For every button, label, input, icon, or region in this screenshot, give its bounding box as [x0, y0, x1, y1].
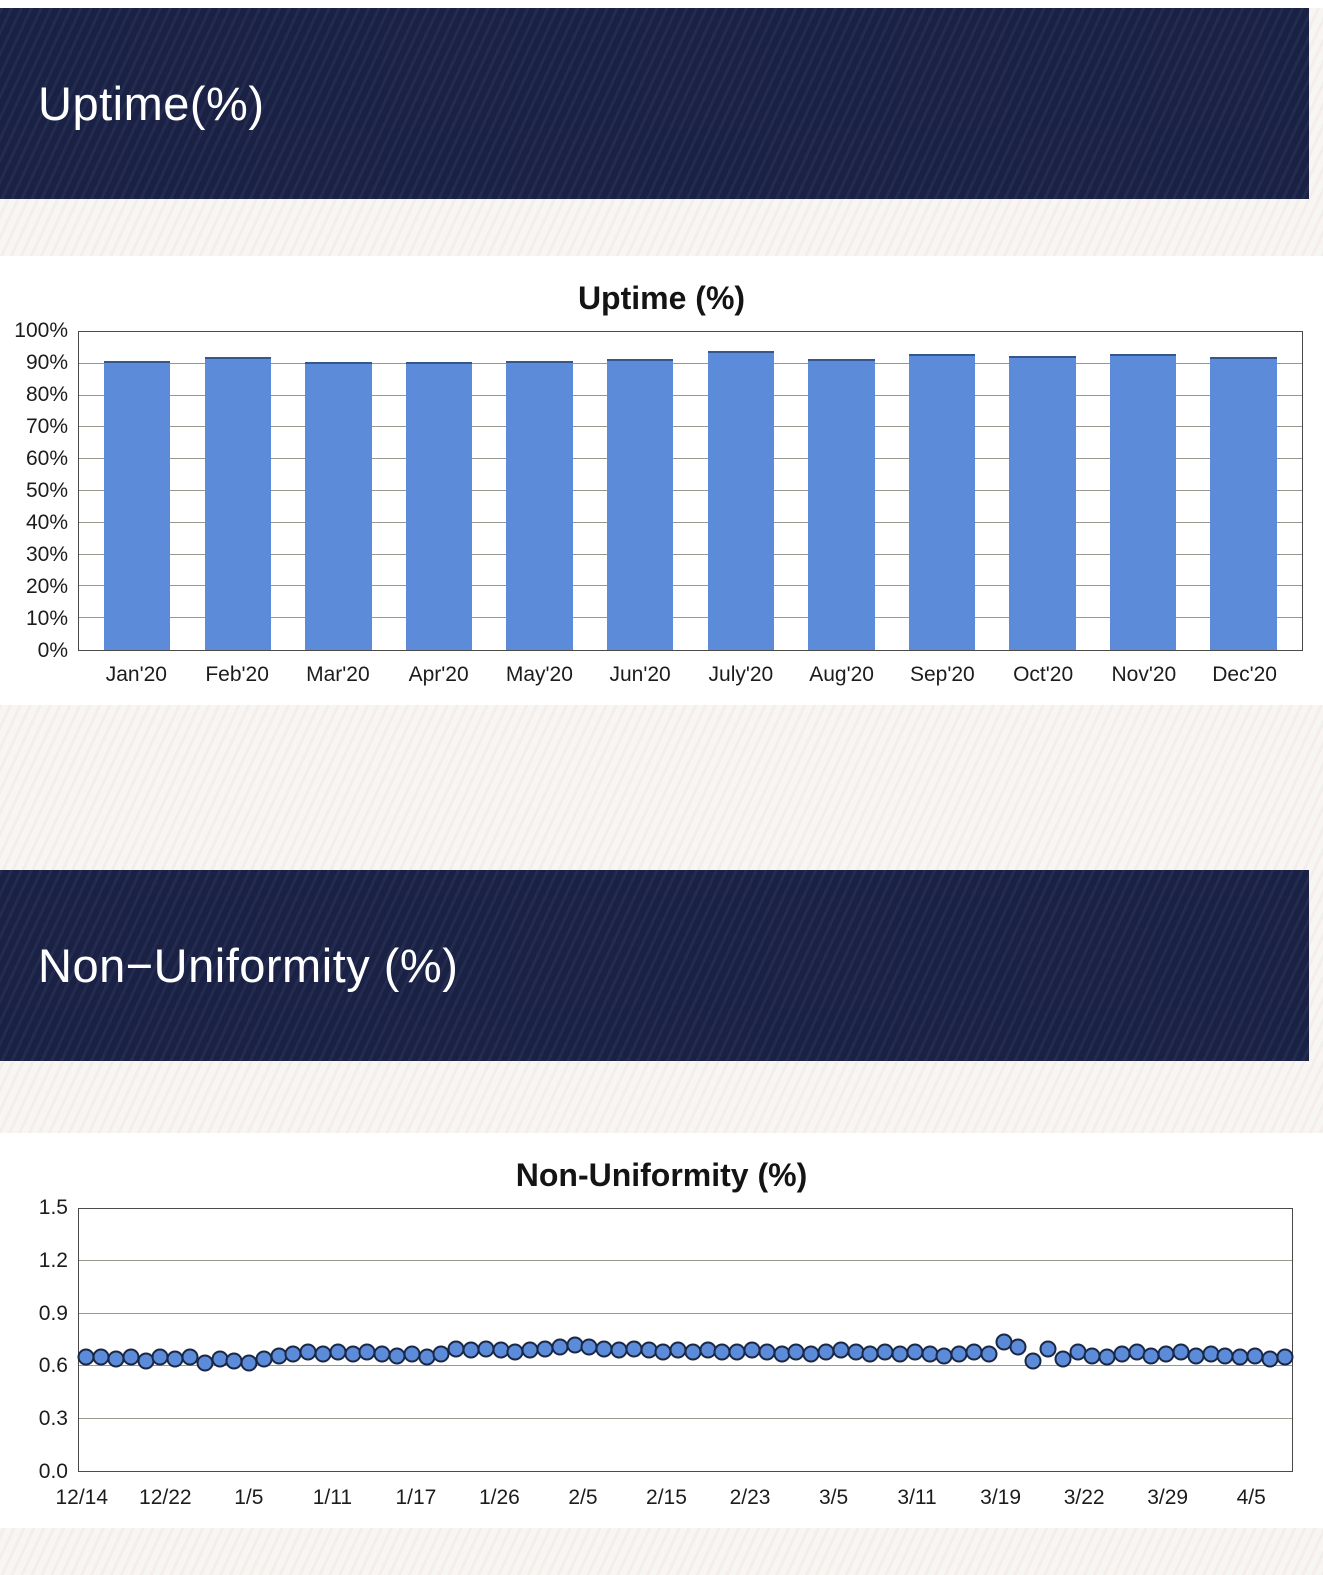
bar: [104, 361, 170, 650]
background-band: [0, 705, 1323, 870]
background-band: [0, 199, 1323, 256]
y-tick-label: 60%: [25, 447, 68, 470]
x-tick-label: 12/22: [139, 1486, 192, 1509]
non-uniformity-xaxis-spacer: [10, 1472, 40, 1510]
y-tick-label: 50%: [25, 479, 68, 502]
data-point: [1276, 1349, 1293, 1366]
y-tick-label: 0.9: [38, 1301, 68, 1325]
x-tick-label: 2/5: [568, 1486, 598, 1509]
x-tick-label: Oct'20: [1013, 663, 1074, 686]
bar: [1009, 356, 1075, 650]
x-tick-label: 12/14: [55, 1486, 109, 1509]
y-tick-label: 10%: [25, 607, 68, 630]
non-uniformity-banner-label: Non−Uniformity (%): [38, 939, 459, 992]
bar: [808, 359, 874, 650]
y-tick-label: 0.3: [38, 1407, 68, 1431]
x-tick-label: 3/19: [980, 1486, 1022, 1509]
uptime-plot: [78, 331, 1303, 651]
bar-slot: [87, 332, 188, 650]
uptime-banner: [0, 8, 1309, 199]
x-tick-label: Feb'20: [205, 663, 269, 686]
x-tick-label: 3/29: [1147, 1486, 1189, 1509]
bar-slot: [1093, 332, 1194, 650]
bar: [506, 361, 572, 650]
y-tick-label: 80%: [25, 383, 68, 406]
x-tick-label: 2/23: [729, 1486, 771, 1509]
y-tick-label: 1.5: [38, 1196, 68, 1219]
bar: [909, 354, 975, 650]
non-uniformity-xaxis: [40, 1486, 1293, 1510]
bar-slot: [690, 332, 791, 650]
bar-slot: [389, 332, 490, 650]
x-tick-label: Dec'20: [1212, 663, 1277, 686]
gridline: [79, 1260, 1292, 1261]
uptime-chart-panel: [0, 256, 1323, 705]
gridline: [79, 1313, 1292, 1314]
x-tick-label: Jun'20: [609, 663, 671, 686]
x-tick-label: May'20: [505, 663, 573, 686]
uptime-xaxis-row: [0, 651, 1323, 687]
bar: [305, 362, 371, 650]
x-tick-label: 4/5: [1236, 1486, 1266, 1509]
uptime-xaxis-spacer: [10, 651, 78, 687]
non-uniformity-chart-panel: [0, 1133, 1323, 1528]
x-tick-label: Sep'20: [910, 663, 975, 686]
x-tick-label: Apr'20: [408, 663, 469, 686]
y-tick-label: 0.6: [38, 1354, 68, 1378]
y-tick-label: 90%: [25, 351, 68, 374]
bar-slot: [992, 332, 1093, 650]
y-tick-label: 30%: [25, 543, 68, 566]
bar-slot: [791, 332, 892, 650]
data-point: [1010, 1339, 1027, 1356]
x-tick-label: Aug'20: [809, 663, 874, 686]
gridline: [79, 1418, 1292, 1419]
non-uniformity-chart: [0, 1196, 1323, 1483]
bar-slot: [590, 332, 691, 650]
bar: [1110, 354, 1176, 650]
uptime-banner-label: Uptime(%): [38, 77, 265, 130]
y-tick-label: 40%: [25, 511, 68, 534]
y-tick-label: 70%: [25, 415, 68, 438]
bar: [708, 351, 774, 650]
x-tick-label: 3/22: [1063, 1486, 1105, 1509]
bar-slot: [188, 332, 289, 650]
non-uniformity-plot: [78, 1208, 1293, 1472]
data-point: [1039, 1340, 1056, 1357]
x-tick-label: Mar'20: [306, 663, 370, 686]
bar: [406, 362, 472, 650]
x-tick-label: Nov'20: [1111, 663, 1177, 686]
non-uniformity-xaxis-row: [0, 1472, 1323, 1510]
data-point: [1025, 1352, 1042, 1369]
y-tick-label: 1.2: [38, 1248, 68, 1272]
uptime-xaxis: [78, 663, 1303, 687]
non-uniformity-yaxis: [10, 1196, 78, 1483]
x-tick-label: 3/5: [818, 1486, 849, 1509]
bar-slot: [1193, 332, 1294, 650]
bar-slot: [288, 332, 389, 650]
x-tick-label: July'20: [708, 663, 774, 686]
page-top-margin: [0, 0, 1323, 8]
bar-series: [79, 332, 1302, 650]
x-tick-label: 2/15: [646, 1486, 687, 1509]
bar-slot: [892, 332, 993, 650]
non-uniformity-chart-title: Non-Uniformity (%): [515, 1157, 808, 1193]
y-tick-label: 0.0: [38, 1460, 68, 1483]
x-tick-label: 1/5: [234, 1486, 264, 1509]
y-tick-label: 100%: [14, 319, 68, 342]
non-uniformity-banner: [0, 870, 1309, 1061]
uptime-yaxis: [10, 319, 78, 662]
x-tick-label: 1/17: [395, 1486, 437, 1509]
background-band: [0, 1061, 1323, 1133]
x-tick-label: Jan'20: [105, 663, 167, 686]
bar: [205, 357, 271, 650]
bar: [1210, 357, 1276, 650]
x-tick-label: 3/11: [897, 1486, 937, 1509]
bar-slot: [489, 332, 590, 650]
uptime-chart-title: Uptime (%): [577, 280, 746, 316]
x-tick-label: 1/11: [312, 1486, 353, 1509]
y-tick-label: 20%: [25, 575, 68, 598]
uptime-chart: [0, 319, 1323, 662]
bar: [607, 359, 673, 650]
data-point: [980, 1345, 997, 1362]
x-tick-label: 1/26: [478, 1486, 520, 1509]
y-tick-label: 0%: [37, 639, 68, 662]
